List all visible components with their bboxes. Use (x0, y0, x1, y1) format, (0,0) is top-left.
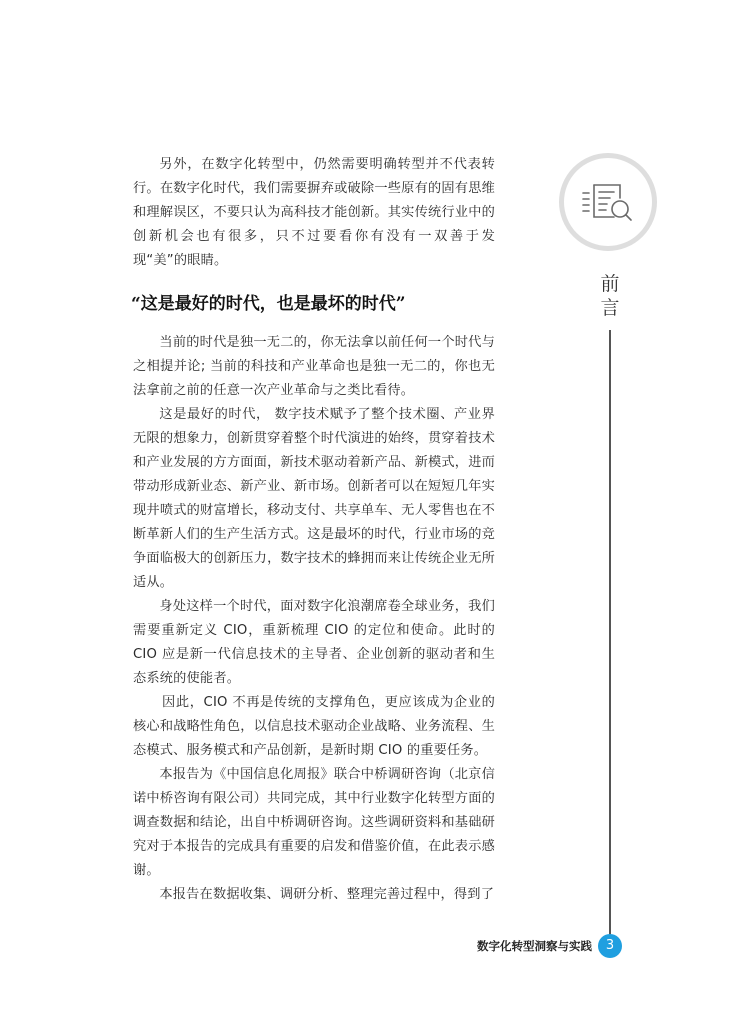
intro-paragraph: 另外，在数字化转型中，仍然需要明确转型并不代表转行。在数字化时代，我们需要摒弃或破除一些原有的固有思维和理解误区，不要只认为高科技才能创新。其实传统行业中的创新机会也有很多，只不过要看你有没有一双善于发现“美”的眼睛。 (133, 157, 495, 268)
body-paragraph-4: 因此，CIO 不再是传统的支撑角色，更应该成为企业的核心和战略性角色，以信息技术驱动企业战略、业务流程、生态模式、服务模式和产品创新，是新时期 CIO 的重要任务。 (133, 695, 495, 758)
document-search-icon (580, 176, 636, 228)
section-heading: “这是最好的时代，也是最坏的时代” (131, 294, 406, 314)
body-paragraph-2: 这是最好的时代， 数字技术赋予了整个技术圈、产业界无限的想象力，创新贯穿着整个时代演进的始终，贯穿着技术和产业发展的方方面面，新技术驱动着新产品、新模式，进而带动形成新业态、新产业、新市场。创新者可以在短短几年实现井喷式的财富增长，移动支付、共享单车、无人零售也在不断革新人们的生产生活方式。这是最坏的时代，行业市场的竞争面临极大的创新压力，数字技术的蜂拥而来让传统企业无所适从。 (133, 407, 495, 590)
footer-title: 数字化转型洞察与实践 (477, 939, 592, 953)
page-number-badge: 3 (598, 934, 622, 958)
section-icon-ring (559, 153, 657, 251)
vertical-divider (609, 330, 611, 938)
section-label-line-2: 言 (600, 297, 620, 319)
section-label-line-1: 前 (600, 273, 620, 295)
section-label (597, 272, 623, 320)
body-paragraph-1: 当前的时代是独一无二的，你无法拿以前任何一个时代与之相提并论; 当前的科技和产业革命也是独一无二的，你也无法拿前之前的任意一次产业革命与之类比看待。 (133, 335, 495, 398)
body-paragraph-6: 本报告在数据收集、调研分析、整理完善过程中，得到了 (159, 887, 495, 902)
body-paragraph-3: 身处这样一个时代，面对数字化浪潮席卷全球业务，我们需要重新定义 CIO，重新梳理 CIO 的定位和使命。此时的 CIO 应是新一代信息技术的主导者、企业创新的驱动者和生态系统的使能者。 (133, 599, 495, 686)
main-content (133, 153, 495, 907)
body-paragraph-5: 本报告为《中国信息化周报》联合中桥调研咨询（北京信诺中桥咨询有限公司）共同完成，其中行业数字化转型方面的调查数据和结论，出自中桥调研咨询。这些调研资料和基础研究对于本报告的完成具有重要的启发和借鉴价值，在此表示感谢。 (133, 767, 495, 878)
